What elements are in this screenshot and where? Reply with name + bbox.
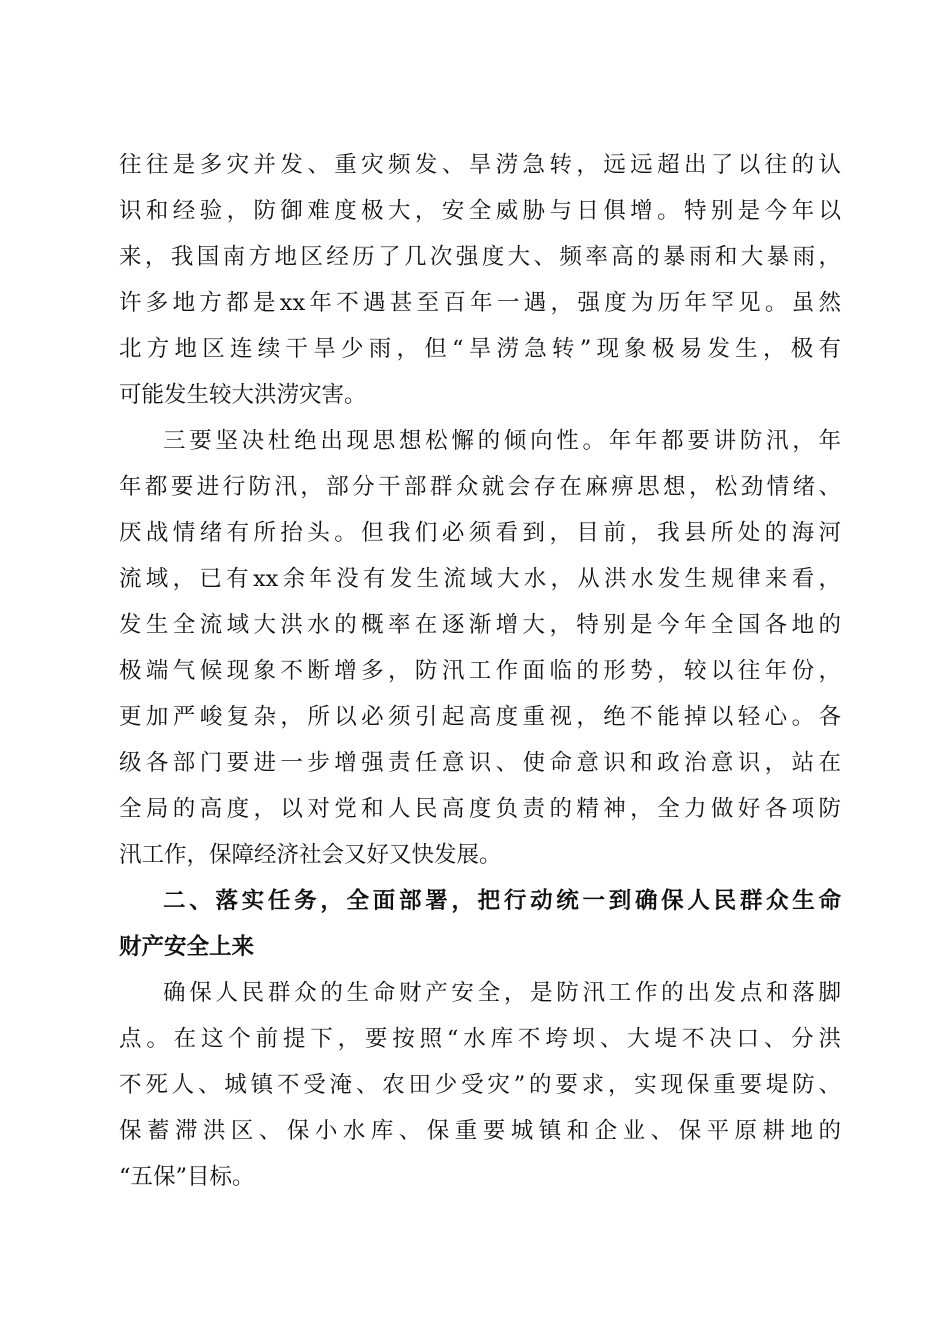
section-heading: 二、落实任务，全面部署，把行动统一到确保人民群众生命: [163, 888, 841, 914]
paragraph-line: 年都要进行防汛，部分干部群众就会存在麻痹思想，松劲情绪、: [119, 474, 841, 500]
paragraph-line: 保蓄滞洪区、保小水库、保重要城镇和企业、保平原耕地的: [119, 1118, 841, 1144]
paragraph-line: 往往是多灾并发、重灾频发、旱涝急转，远远超出了以往的认: [119, 152, 841, 178]
paragraph-line: 许多地方都是xx年不遇甚至百年一遇，强度为历年罕见。虽然: [119, 290, 841, 316]
paragraph-line: 更加严峻复杂，所以必须引起高度重视，绝不能掉以轻心。各: [119, 704, 841, 730]
paragraph-line: 发生全流域大洪水的概率在逐渐增大，特别是今年全国各地的: [119, 612, 841, 638]
paragraph-line: 流域，已有xx余年没有发生流域大水，从洪水发生规律来看，: [119, 566, 841, 592]
paragraph-line: 全局的高度，以对党和人民高度负责的精神，全力做好各项防: [119, 796, 841, 822]
paragraph-line: 点。在这个前提下，要按照“水库不垮坝、大堤不决口、分洪: [119, 1026, 841, 1052]
section-heading: 财产安全上来: [119, 934, 255, 960]
paragraph-line: 级各部门要进一步增强责任意识、使命意识和政治意识，站在: [119, 750, 841, 776]
paragraph-line: 北方地区连续干旱少雨，但“旱涝急转”现象极易发生，极有: [119, 336, 841, 362]
paragraph-line: 可能发生较大洪涝灾害。: [119, 382, 367, 408]
paragraph-line: “五保”目标。: [119, 1164, 255, 1190]
paragraph-line: 极端气候现象不断增多，防汛工作面临的形势，较以往年份，: [119, 658, 841, 684]
paragraph-line: 三要坚决杜绝出现思想松懈的倾向性。年年都要讲防汛，年: [163, 428, 841, 454]
paragraph-line: 厌战情绪有所抬头。但我们必须看到，目前，我县所处的海河: [119, 520, 841, 546]
paragraph-line: 来，我国南方地区经历了几次强度大、频率高的暴雨和大暴雨，: [119, 244, 841, 270]
paragraph-line: 不死人、城镇不受淹、农田少受灾”的要求，实现保重要堤防、: [119, 1072, 841, 1098]
document-body: [119, 142, 841, 1200]
paragraph-line: 确保人民群众的生命财产安全，是防汛工作的出发点和落脚: [163, 980, 841, 1006]
paragraph-line: 汛工作，保障经济社会又好又快发展。: [119, 842, 502, 868]
paragraph-line: 识和经验，防御难度极大，安全威胁与日俱增。特别是今年以: [119, 198, 841, 224]
